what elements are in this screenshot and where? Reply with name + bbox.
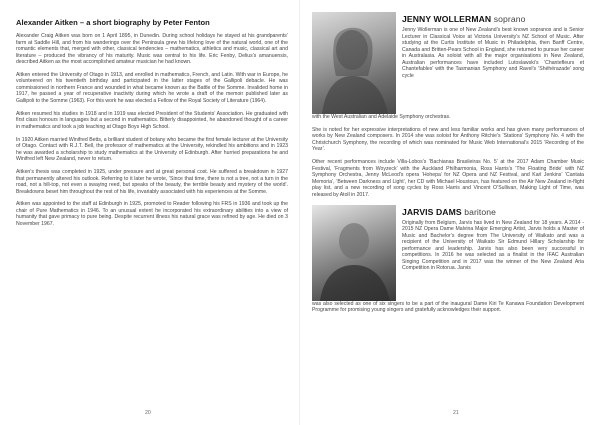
bio-paragraph-5: Aitken’s thesis was completed in 1925, under pressure and at great personal cost. He suffered a breakdown in 1927 that permanently altered his outlook. Referring to it later he wrote, ‘Since that time, there is not a tree, not a turn in the road, not a hill-top, not even a swaying reed, but speaks of the beauty, the terrible beauty and mystery of the world’. Breakdowns beset him throughout the rest of his life, invariably associated with his experiences at the Somme. <box>16 169 288 195</box>
artist-name-jenny <box>402 14 584 24</box>
artist-continued-text-jenny: with the West Australian and Adelaide Symphony orchestras. <box>312 114 451 120</box>
portrait-silhouette-icon <box>312 12 396 114</box>
portrait-photo-jarvis <box>312 205 396 301</box>
artist-name-text: JARVIS DAMS <box>402 206 462 217</box>
artist-name-jarvis <box>402 207 584 217</box>
bio-paragraph-4: In 1920 Aitken married Winifred Betts, a brilliant student of botany who became the first female lecturer at the University of Otago. Contact with R.J.T. Bell, the professor of mathematics at the University, rekindled his ambitions and in 1923 he was awarded a scholarship to study mathematics at the University of Edinburgh. After hurried preparations he and Winifred left New Zealand, never to return. <box>16 136 288 163</box>
artist-paragraph-jenny-2: Other recent performances include Villa-Lobos’s ‘Bachianas Brasileiras No. 5’ at the 2017 Adam Chamber Music Festival, ‘Fragments from Woyzeck’ with the Auckland Philharmonia, Ross Harris’s ‘The Floating Bride’ with NZ Symphony Orchestra, Jenny McLeod’s opera ‘Hohepa’ for NZ Opera and NZ Festival, and Karl Jenkins’ ‘Cantata Memoria’, ‘Between Darkness and Light’, her CD with Michael Houstoun, has featured on the Air New Zealand in-flight play list, and a new recording of song cycles by Ross Harris and Vincent O’Sullivan, Making Light of Time, was released by Atoll in 2017. <box>312 159 584 198</box>
artist-continued-text-jarvis: was also selected as one of six singers to be a part of the inaugural Dame Kiri Te Kanawa Foundation Development Programme for promising young singers and gratefully acknowledges their support. <box>312 300 584 314</box>
artist-side-text-jarvis: Originally from Belgium, Jarvis has lived in New Zealand for 18 years. A 2014 - 2015 NZ Opera Dame Malvina Major Emerging Artist, Jarvis holds a Master of Music and Bachelor’s degree from The University of Waikato and was a recipient of the University of Waikato Sir Edmund Hillary Scholarship for performance and leadership. Jarvis has also been very successful in competitions. In 2016 he was selected as a finalist in the IFAC Australian Singing Competition and in 2017 was the winner of the New Zealand Aria Competition in Rotorua. Jarvis <box>402 219 584 272</box>
portrait-silhouette-icon <box>312 205 396 301</box>
right-page <box>300 0 600 425</box>
portrait-photo-jenny <box>312 12 396 114</box>
artist-name-text: JENNY WOLLERMAN <box>402 14 492 24</box>
artist-role-text: soprano <box>493 14 526 24</box>
artist-jarvis-dams <box>312 205 584 314</box>
bio-paragraph-3: Aitken resumed his studies in 1918 and in 1919 was elected President of the Students’ Association. He graduated with first class honours in languages but a second in mathematics. Bitterly disappointed, he abandoned thought of a career in mathematics and took a job teaching at Otago Boys High School. <box>16 110 288 130</box>
artist-jenny-wollerman <box>312 12 584 198</box>
page-number-right: 21 <box>453 410 459 416</box>
artist-role-text: baritone <box>464 206 497 217</box>
bio-paragraph-6: Aitken was appointed to the staff at Edinburgh in 1925, promoted to Reader following his FRS in 1936 and took up the chair of Pure Mathematics in 1946. To an unusual extent he incorporated his extraordinary abilities into a view of humanity that gave primacy to pure being. Despite recurrent illness his natural grace was refined by age. He died on 3 November 1967. <box>16 201 288 227</box>
bio-paragraph-1: Alexander Craig Aitken was born on 1 April 1895, in Dunedin. During school holidays he stayed at his grandparents’ farm at Saddle Hill, and from his wanderings over the Peninsula grew his lifelong love of the natural world, one of the romantic elements that, merged with other, classical tendencies – mathematics, athletics and music, classical art and literature – produced the vibrancy of his maturity. Music was central to his life. Eric Fenby, Delius’s amanuensis, described Aitken as the most accomplished amateur musician he had known. <box>16 33 288 65</box>
bio-paragraph-2: Aitken entered the University of Otago in 1913, and enrolled in mathematics, French, and Latin. With war in Europe, he volunteered on his twentieth birthday and participated in the latter stages of the Gallipoli debacle. He was commissioned in northern France and wounded in what became known as the Battle of the Somme. Invalided home in 1917, he passed a year of recuperative inactivity during which he wrote a draft of the memoir published later as Gallipoli to the Somme (1963). For this work he was elected a Fellow of the Royal Society of Literature (1964). <box>16 71 288 104</box>
page-number-left: 20 <box>145 410 151 416</box>
bio-title: Alexander Aitken – a short biography by Peter Fenton <box>16 18 210 27</box>
artist-paragraph-jenny-1: She is noted for her expressive interpretations of new and less familiar works and has given many performances of works by New Zealand composers. In 2014 she was soloist for Anthony Ritchie’s ‘Stations’ Symphony No. 4 with the Christchurch Symphony, the recording of which was nominated for Music Web International’s 2015 ‘Recording of the Year’. <box>312 126 584 153</box>
artist-side-text-jenny: Jenny Wollerman is one of New Zealand’s best known sopranos and is Senior Lecturer in Classical Voice at Victoria University’s NZ School of Music. After studying at the Curtis Institute of Music in Philadelphia, then Banff Centre, Canada and Britten-Pears School in England, she returned to pursue her career in Australasia. As soloist with all the major organisations in New Zealand, Australian performances have included Lutoslawski’s ‘Chantefleurs et Chantefables’ with the Tasmanian Symphony and Ravel’s ‘Shéhérazade’ song cycle <box>402 27 584 79</box>
